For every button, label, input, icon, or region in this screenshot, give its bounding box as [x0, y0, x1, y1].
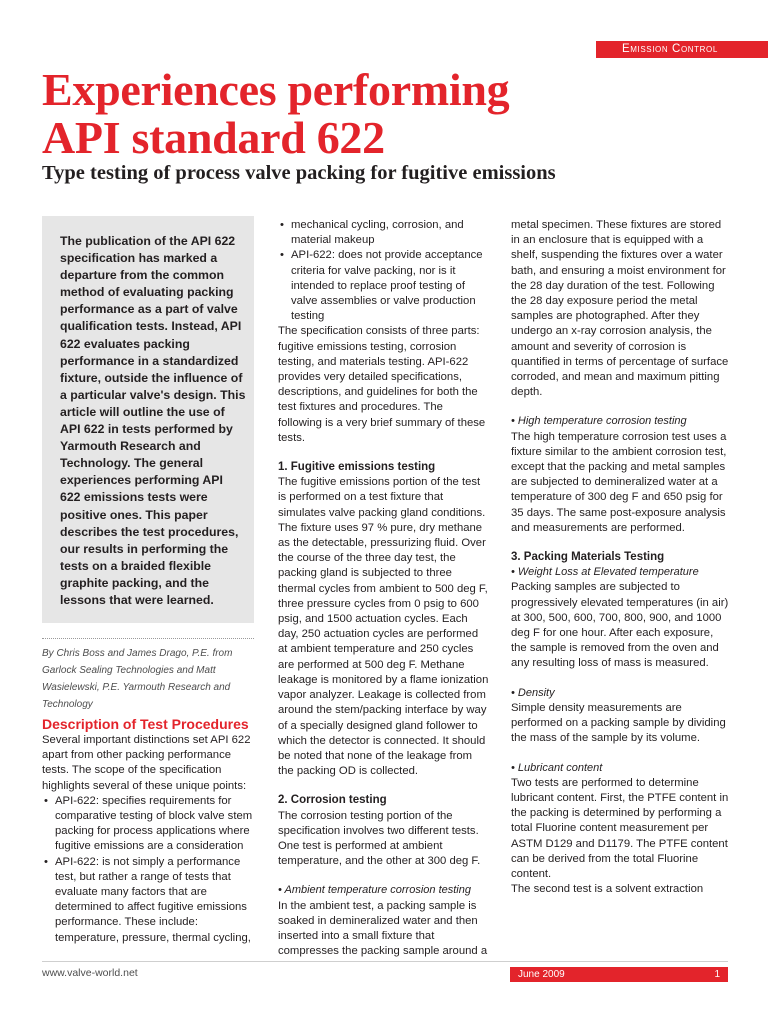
title-line-2: API standard 622 — [42, 112, 385, 163]
paragraph-ambient-continued: metal specimen. These fixtures are stored in an enclosure that is equipped with a shelf, suspending the fixtures over a water bath, and ensuring a moist environment for the 28 day duration of the test. Following the 28 day exposure period the metal samples are photographed. After they undergo an x-ray corrosion analysis, the amount and severity of corrosion is quantified in terms of percentage of surface corroded, and mean and maximum pitting depth. — [511, 219, 729, 399]
paragraph-parts: The specification consists of three parts: fugitive emissions testing, corrosion testing, and materials testing. API-622 provides very detailed specifications, descriptions, and guidelines for both the test fixtures and procedures. The following is a very brief summary of these tests. — [278, 325, 486, 444]
heading-fugitive: 1. Fugitive emissions testing — [278, 461, 436, 474]
list-item: • API-622: specifies requirements for comparative testing of block valve stem packing for process applications where fugitive emissions are a consideration — [42, 794, 258, 855]
footer-date: June 2009 — [518, 969, 565, 980]
paragraph-intro: Several important distinctions set API 622 apart from other packing performance tests. The scope of the specification highlights several of these unique points: — [42, 734, 251, 792]
article-title — [42, 66, 742, 162]
list-item-continued — [278, 218, 490, 248]
heading-description: Description of Test Procedures — [42, 716, 249, 732]
paragraph-density: Simple density measurements are performed on a packing sample by dividing the mass of the sample by its volume. — [511, 701, 726, 745]
scope-bullet-list — [42, 794, 258, 946]
paragraph-second-test: The second test is a solvent extraction — [511, 883, 704, 896]
page-number: 1 — [714, 969, 720, 980]
column-1 — [42, 715, 258, 946]
paragraph-fugitive: The fugitive emissions portion of the test is performed on a test fixture that simulates valve packing gland conditions. The fixture uses 97 % pure, dry methane as the detectable, pressurizing fluid. Over the course of the three day test, the packing gland is subjected to three thermal cycles from ambient to 500 deg F, three pressure cycles from 0 psig to 600 psig, and 1500 actuation cycles. Each day, 250 actuation cycles are performed at ambient temperature and 250 cycles are performed at 500 deg F. Methane leakage is monitored by a flame ionization vapor analyzer. Leakage is collected from around the stem/packing interface by way of a specially designed gland follower to which the detector is connected. It should be noted that none of the leakage from the packing OD is collected. — [278, 476, 489, 778]
list-item: • API-622: does not provide acceptance criteria for valve packing, nor is it intended to replace proof testing of valve assemblies or valve production testing — [278, 248, 490, 324]
list-item-continued-text: mechanical cycling, corrosion, and material makeup — [291, 219, 464, 247]
section-label: Emission Control — [622, 43, 718, 55]
paragraph-weight-loss: Packing samples are subjected to progressively elevated temperatures (in air) at 300, 500, 600, 700, 800, 900, and 1000 deg F for one hour. After each exposure, the sample is removed from the oven and any resulting loss of mass is measured. — [511, 581, 729, 670]
abstract-text: The publication of the API 622 specification has marked a departure from the common method of evaluating packing performance as a part of valve qualification tests. Instead, API 622 evaluates packing performance in a standardized fixture, outside the influence of a particular valve's design. This article will outline the use of API 622 in tests performed by Yarmouth Research and Technology. The general experiences performing API 622 emissions tests were positive ones. This paper describes the test procedures, our results in performing the tests on a braided flexible graphite packing, and the lessons that were learned. — [60, 234, 246, 607]
subheading-weight-loss: • Weight Loss at Elevated temperature — [511, 566, 699, 579]
footer-divider — [42, 961, 728, 962]
paragraph-high-temp: The high temperature corrosion test uses a fixture similar to the ambient corrosion test, except that the packing and metal samples are subjected to demineralized water at a temperature of 300 deg F and 650 psig for 35 days. The same post-exposure analysis and measurements are performed. — [511, 430, 727, 534]
list-item: • API-622: is not simply a performance test, but rather a range of tests that evaluate many factors that are determined to affect fugitive emissions performance. These include: temperature, pressure, thermal cycling, — [42, 855, 258, 946]
subheading-ambient: • Ambient temperature corrosion testing — [278, 884, 471, 897]
paragraph-ambient: In the ambient test, a packing sample is soaked in demineralized water and then inserted into a small fixture that compresses the packing sample around a — [278, 899, 488, 958]
column-3 — [511, 218, 729, 897]
column-2 — [278, 218, 490, 959]
heading-materials: 3. Packing Materials Testing — [511, 551, 665, 564]
article-subtitle: Type testing of process valve packing for fugitive emissions — [42, 162, 556, 184]
byline-divider — [42, 638, 254, 639]
author-byline: By Chris Boss and James Drago, P.E. from Garlock Sealing Technologies and Matt Wasielewski, P.E. Yarmouth Research and Technology — [42, 648, 233, 710]
section-banner — [596, 41, 768, 58]
subheading-lubricant: • Lubricant content — [511, 761, 603, 774]
subheading-high-temp: • High temperature corrosion testing — [511, 415, 687, 428]
scope-bullet-list-cont — [278, 218, 490, 324]
abstract-box — [42, 216, 254, 623]
footer-banner — [510, 967, 728, 982]
footer-website: www.valve-world.net — [42, 967, 138, 979]
paragraph-corrosion: The corrosion testing portion of the specification involves two different tests. One test is performed at ambient temperature, and the other at 300 deg F. — [278, 809, 481, 868]
subheading-density: • Density — [511, 686, 555, 699]
title-line-1: Experiences performing — [42, 64, 510, 115]
heading-corrosion: 2. Corrosion testing — [278, 794, 387, 807]
paragraph-lubricant: Two tests are performed to determine lubricant content. First, the PTFE content in the packing is determined by performing a total Fluorine content measurement per ASTM D129 and D1179. The PTFE content can be derived from the total Fluorine content. — [511, 776, 729, 880]
